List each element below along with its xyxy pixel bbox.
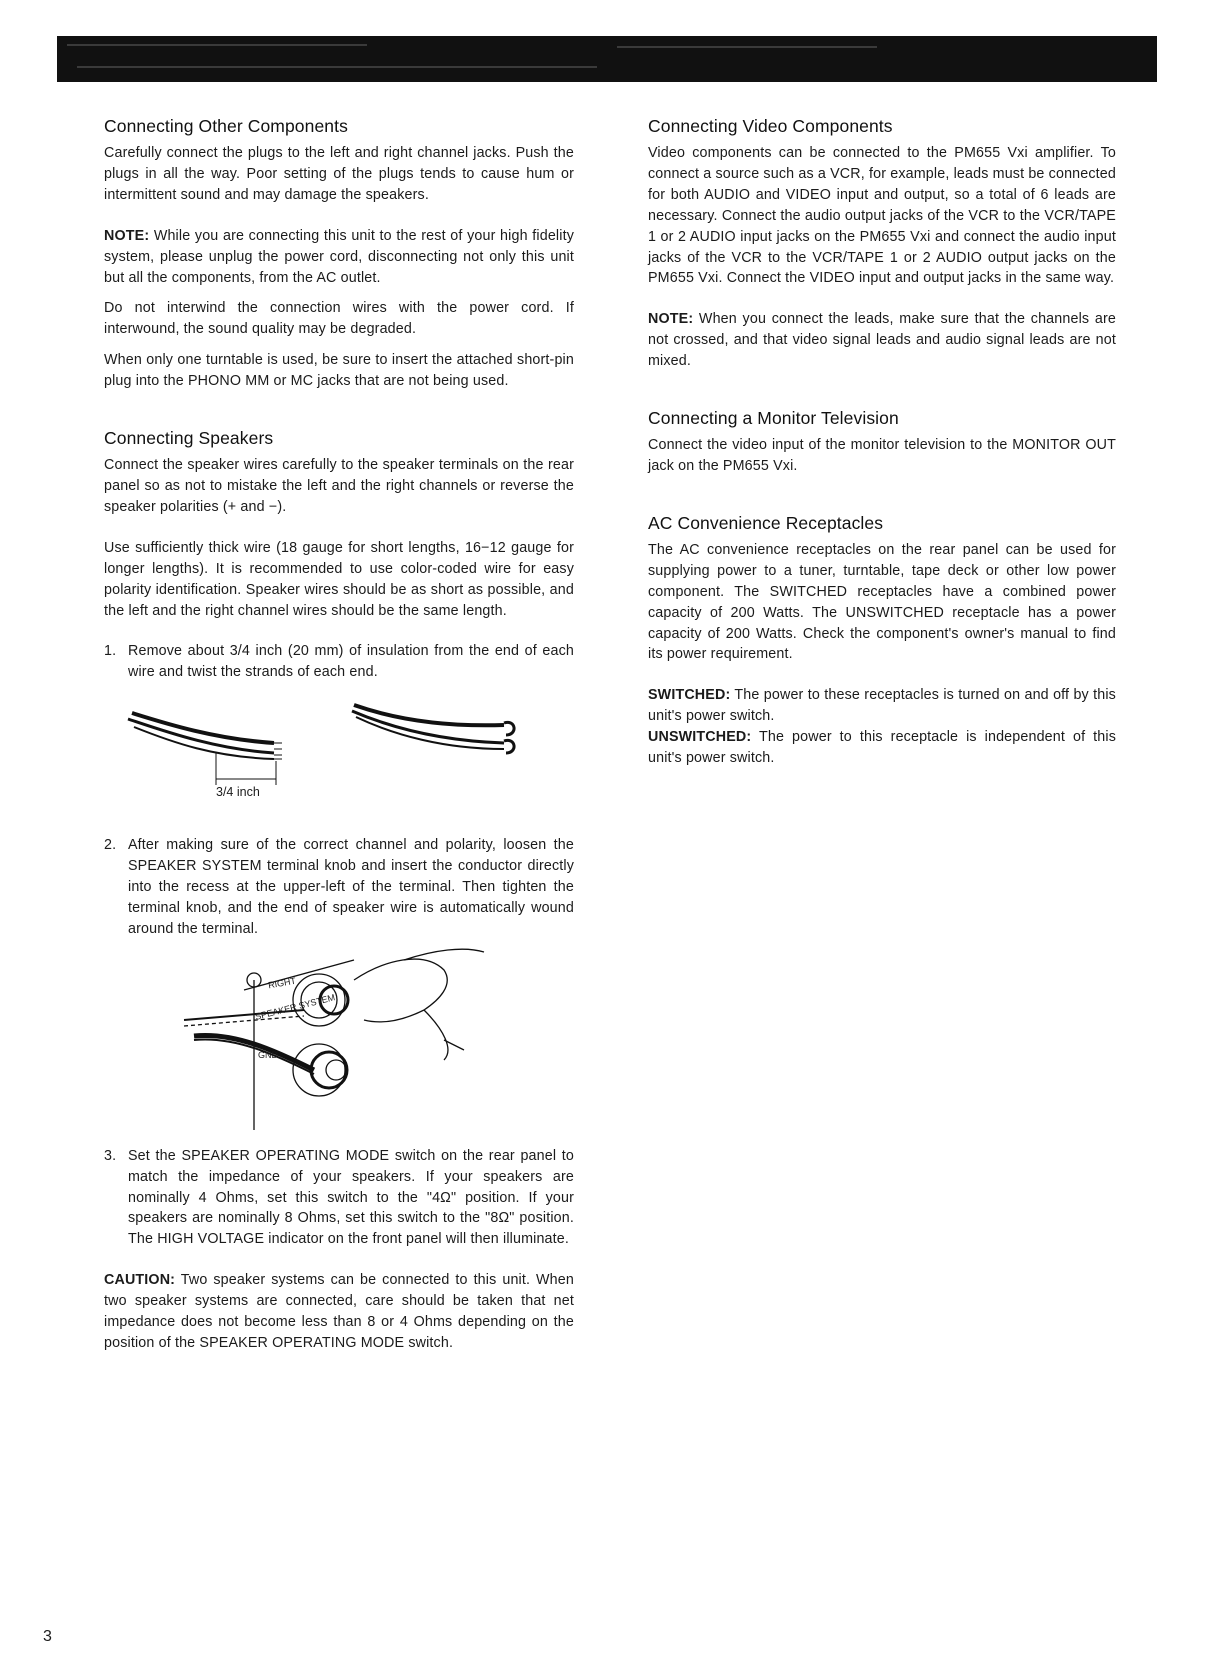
note-label: NOTE:: [104, 227, 150, 244]
terminal-label-gnd: GND: [258, 1049, 278, 1060]
paragraph: Use sufficiently thick wire (18 gauge for short lengths, 16−12 gauge for longer lengths). It is recommended to use color-coded wire for easy polarity identification. Speaker wires should be as short as possible, and the left and the right channel wires should be the same length.: [104, 539, 574, 619]
note-text: When you connect the leads, make sure that the channels are not crossed, and that video signal leads and audio signal leads are not mixed.: [648, 311, 1116, 370]
unswitched-label: UNSWITCHED:: [648, 729, 752, 746]
section-title: Connecting Video Components: [648, 116, 893, 136]
unswitched-paragraph: [648, 727, 1116, 769]
step-item: [104, 641, 574, 683]
paragraph: Do not interwind the connection wires with the power cord. If interwound, the sound quality may be degraded.: [104, 300, 574, 338]
step-text: After making sure of the correct channel and polarity, loosen the SPEAKER SYSTEM terminal knob and insert the conductor directly into the recess at the upper-left of the terminal. Then tighten the terminal knob, and the end of speaker wire is automatically wound around the terminal.: [128, 837, 574, 937]
speaker-terminal-illustration: [104, 940, 574, 1136]
paragraph: Connect the speaker wires carefully to the speaker terminals on the rear panel so as not to mistake the left and the right channels or reverse the speaker polarities (+ and −).: [104, 457, 574, 515]
terminal-label-system: SPEAKER SYSTEM: [254, 991, 337, 1022]
section-connecting-speakers: [104, 428, 574, 1354]
caution-paragraph: [104, 1270, 574, 1354]
speaker-terminal-figure: [104, 940, 574, 1136]
header-streak: [77, 66, 597, 68]
header-streak: [617, 46, 877, 48]
section-monitor-television: [648, 408, 1116, 477]
note-text: While you are connecting this unit to the rest of your high fidelity system, please unplug the power cord, disconnecting not only this unit but all the components, from the AC outlet.: [104, 227, 574, 286]
right-column: [648, 116, 1116, 769]
section-other-components: [104, 116, 574, 392]
wire-strip-figure: [104, 683, 574, 825]
section-video-components: [648, 116, 1116, 372]
step-number: 3.: [104, 1147, 117, 1164]
caution-text: Two speaker systems can be connected to this unit. When two speaker systems are connected, care should be taken that net impedance does not become less than 8 or 4 Ohms depending on the position of the SPEAKER OPERATING MODE switch.: [104, 1272, 574, 1351]
section-title: Connecting Other Components: [104, 116, 348, 136]
switched-paragraph: [648, 685, 1116, 727]
paragraph: Carefully connect the plugs to the left and right channel jacks. Push the plugs in all the way. Poor setting of the plugs tends to cause hum or intermittent sound and may damage the speakers.: [104, 145, 574, 203]
switched-text: The power to these receptacles is turned on and off by this unit's power switch.: [648, 687, 1116, 725]
section-title: Connecting a Monitor Television: [648, 408, 899, 429]
header-streak: [67, 44, 367, 46]
section-title: Connecting Speakers: [104, 428, 274, 449]
note-label: NOTE:: [648, 311, 694, 328]
note-paragraph: [104, 226, 574, 289]
paragraph: When only one turntable is used, be sure to insert the attached short-pin plug into the PHONO MM or MC jacks that are not being used.: [104, 352, 574, 390]
switched-label: SWITCHED:: [648, 687, 731, 704]
caution-label: CAUTION:: [104, 1272, 176, 1289]
section-ac-receptacles: [648, 513, 1116, 769]
page-number: 3: [43, 1628, 52, 1645]
paragraph: The AC convenience receptacles on the rear panel can be used for supplying power to a tuner, turntable, tape deck or other low power component. The SWITCHED receptacles have a combined power capacity of 200 Watts. The UNSWITCHED receptacle has a power capacity of 200 Watts. Check the component's owner's manual to find its power requirement.: [648, 541, 1116, 663]
header-bar: [57, 36, 1157, 82]
section-title: AC Convenience Receptacles: [648, 512, 884, 533]
step-number: 1.: [104, 643, 117, 660]
terminal-label-right: RIGHT: [267, 975, 297, 991]
unswitched-text: The power to this receptacle is independent of this unit's power switch.: [648, 729, 1116, 767]
left-column: [104, 116, 574, 1354]
paragraph: Video components can be connected to the PM655 Vxi amplifier. To connect a source such as a VCR, for example, leads must be connected for both AUDIO and VIDEO input and output, so a total of 6 leads are necessary. Connect the audio output jacks of the VCR to the VCR/TAPE 1 or 2 AUDIO input jacks on the PM655 Vxi and connect the audio input jacks of the VCR to the VCR/TAPE 1 or 2 AUDIO output jacks on the PM655 Vxi. Connect the VIDEO input and output jacks in the same way.: [648, 145, 1116, 287]
step-text: Set the SPEAKER OPERATING MODE switch on the rear panel to match the impedance of your speakers. If your speakers are nominally 4 Ohms, set this switch to the "4Ω" position. If your speakers are nominally 8 Ohms, set this switch to the "8Ω" position. The HIGH VOLTAGE indicator on the front panel will then illuminate.: [128, 1147, 574, 1248]
step-text: Remove about 3/4 inch (20 mm) of insulation from the end of each wire and twist the strands of each end.: [128, 643, 574, 681]
note-paragraph: [648, 309, 1116, 372]
step-item: [104, 1146, 574, 1251]
wire-strip-illustration: [104, 683, 574, 825]
step-number: 2.: [104, 837, 117, 854]
step-item: [104, 835, 574, 940]
paragraph: Connect the video input of the monitor television to the MONITOR OUT jack on the PM655 Vxi.: [648, 437, 1116, 474]
figure-caption: 3/4 inch: [216, 785, 260, 800]
